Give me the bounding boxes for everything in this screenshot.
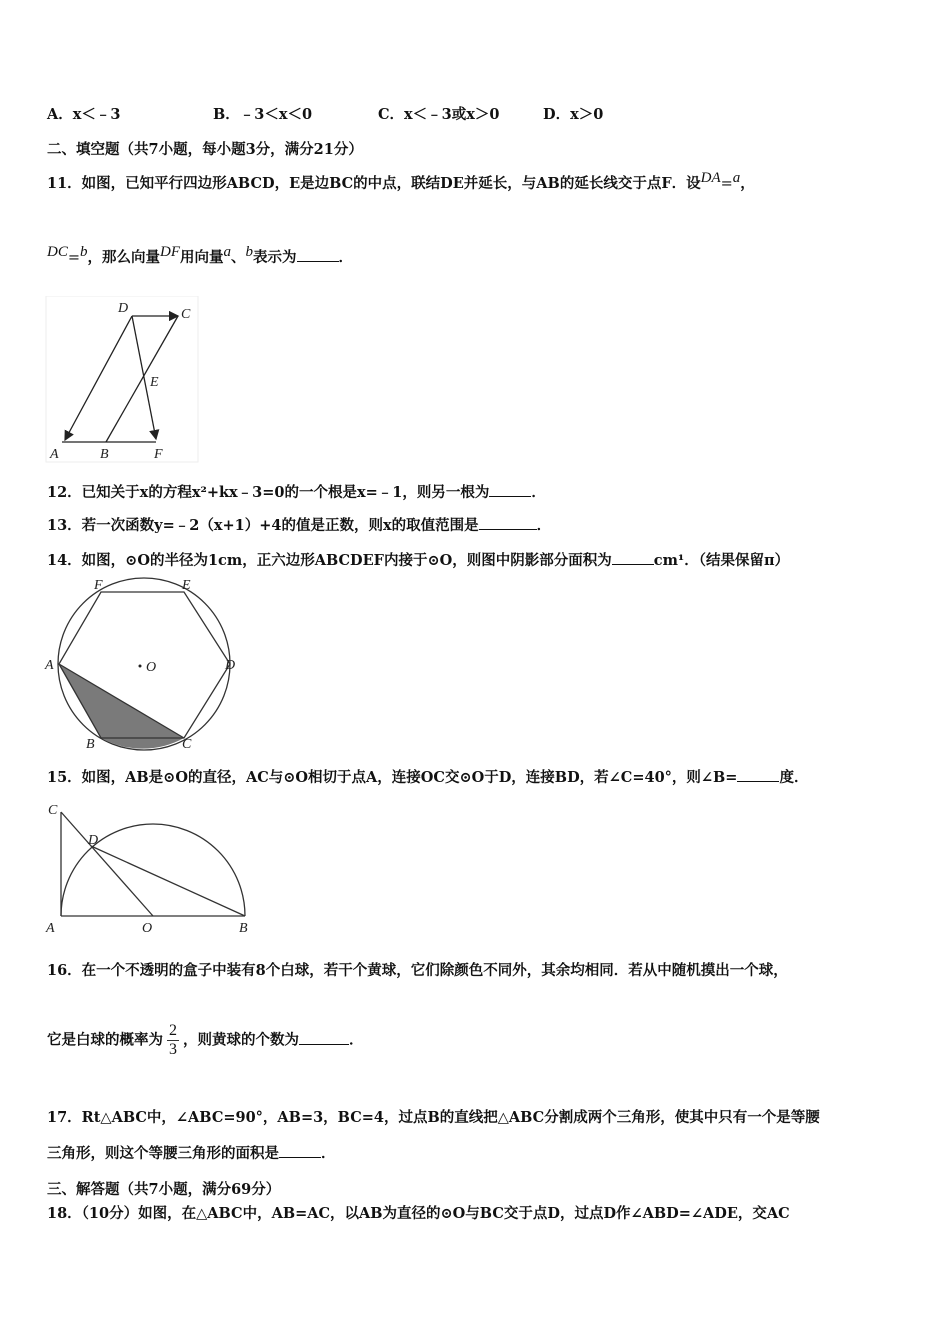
- q14-unit: cm¹．（结果保留π）: [653, 552, 790, 569]
- option-d: D．x＞0: [543, 106, 604, 123]
- label-e: E: [150, 375, 159, 390]
- q15-text: 15．如图，AB是⊙O的直径，AC与⊙O相切于点A，连接OC交⊙O于D，连接BD，若∠C=40°，则∠B=: [47, 769, 738, 786]
- figure-hexagon-circle: [42, 576, 242, 754]
- label-e: E: [182, 578, 191, 593]
- vector-b-2: b: [245, 244, 253, 260]
- vector-dc: DC: [47, 244, 68, 260]
- label-c: C: [182, 737, 192, 752]
- vector-a: a: [732, 170, 741, 186]
- question-14: [47, 549, 789, 570]
- q11-text-part4: 表示为: [253, 249, 297, 266]
- question-11-line-1: [47, 172, 755, 193]
- q16-end: ．: [349, 1031, 364, 1049]
- center-o: [139, 665, 142, 668]
- section-title-answer: 三、解答题（共7小题，满分69分）: [47, 1181, 281, 1198]
- q16-suffix: ，则黄球的个数为: [183, 1031, 299, 1049]
- label-d: D: [118, 301, 129, 316]
- label-a: A: [45, 658, 54, 673]
- fraction-two-thirds: [167, 1022, 179, 1059]
- question-16-line-2: [47, 1022, 364, 1059]
- q12-text: 12．已知关于x的方程x²+kx﹣3=0的一个根是x=﹣1，则另一根为: [47, 484, 490, 501]
- segment-da: [65, 316, 132, 440]
- answer-blank-11[interactable]: [297, 247, 339, 262]
- q11-comma: ，: [740, 175, 755, 192]
- label-c: C: [181, 307, 191, 322]
- answer-blank-13[interactable]: [479, 515, 537, 530]
- vector-a-2: a: [223, 244, 231, 260]
- q17-end: ．: [321, 1145, 336, 1162]
- label-b: B: [100, 447, 109, 462]
- q13-end: ．: [536, 517, 552, 534]
- vector-da: DA: [700, 170, 721, 186]
- q16-prefix: 它是白球的概率为: [47, 1031, 163, 1049]
- label-f: F: [94, 578, 103, 593]
- segment-bd: [91, 846, 245, 916]
- vector-df: DF: [160, 244, 180, 260]
- q11-eq1: =: [720, 176, 733, 192]
- figure-parallelogram: [44, 296, 200, 464]
- question-17-line-1: 17．Rt△ABC中，∠ABC=90°，AB=3，BC=4，过点B的直线把△ABC分割成两个三角形，使其中只有一个是等腰: [47, 1109, 820, 1126]
- answer-blank-16[interactable]: [299, 1030, 349, 1045]
- fraction-numerator: 2: [169, 1022, 177, 1039]
- label-d: D: [88, 833, 99, 848]
- label-o: O: [146, 660, 157, 675]
- answer-blank-12[interactable]: [489, 482, 531, 497]
- q11-sep: 、: [231, 249, 246, 266]
- q11-text-part2: ，那么向量: [87, 249, 160, 266]
- option-a: A．x＜﹣3: [47, 106, 121, 123]
- label-a: A: [50, 447, 59, 462]
- question-16-line-1: 16．在一个不透明的盒子中装有8个白球，若干个黄球，它们除颜色不同外，其余均相同．若从中随机摸出一个球，: [47, 962, 788, 979]
- question-12: [47, 481, 546, 502]
- answer-blank-14[interactable]: [612, 550, 654, 565]
- q11-eq2: =: [67, 250, 80, 266]
- label-b: B: [239, 921, 248, 936]
- answer-blank-15[interactable]: [737, 767, 779, 782]
- segment-bc: [106, 316, 178, 442]
- question-15: [47, 766, 808, 787]
- question-11-line-2: [47, 246, 353, 267]
- q17-line2: 三角形，则这个等腰三角形的面积是: [47, 1145, 279, 1162]
- q11-text-part1: 11．如图，已知平行四边形ABCD，E是边BC的中点，联结DE并延长，与AB的延长线交于点F．设: [47, 175, 701, 192]
- question-18: 18．（10分）如图，在△ABC中，AB=AC，以AB为直径的⊙O与BC交于点D，过点D作∠ABD=∠ADE，交AC: [47, 1205, 790, 1222]
- section-title-fill-in: 二、填空题（共7小题，每小题3分，满分21分）: [47, 141, 363, 158]
- label-b: B: [86, 737, 95, 752]
- q12-end: ．: [531, 484, 546, 501]
- label-d: D: [225, 658, 236, 673]
- segment-oc: [61, 812, 153, 916]
- option-c: C．x＜﹣3或x＞0: [378, 106, 500, 123]
- figure-semicircle-tangent: [42, 798, 256, 938]
- label-o: O: [142, 921, 153, 936]
- q15-unit: 度．: [779, 769, 809, 786]
- fraction-denominator: 3: [169, 1041, 177, 1058]
- label-f: F: [154, 447, 163, 462]
- question-17-line-2: [47, 1142, 336, 1163]
- answer-blank-17[interactable]: [279, 1143, 321, 1158]
- q13-text: 13．若一次函数y=﹣2（x+1）+4的值是正数，则x的取值范围是: [47, 517, 479, 534]
- shaded-region: [59, 664, 184, 749]
- q14-text: 14．如图，⊙O的半径为1cm，正六边形ABCDEF内接于⊙O，则图中阴影部分面积为: [47, 552, 612, 569]
- label-a: A: [46, 921, 55, 936]
- question-13: [47, 514, 551, 535]
- q11-text-part3: 用向量: [180, 249, 224, 266]
- q11-end: ．: [338, 249, 353, 266]
- vector-b: b: [80, 244, 88, 260]
- label-c: C: [48, 803, 58, 818]
- option-b: B．﹣3＜x＜0: [213, 106, 313, 123]
